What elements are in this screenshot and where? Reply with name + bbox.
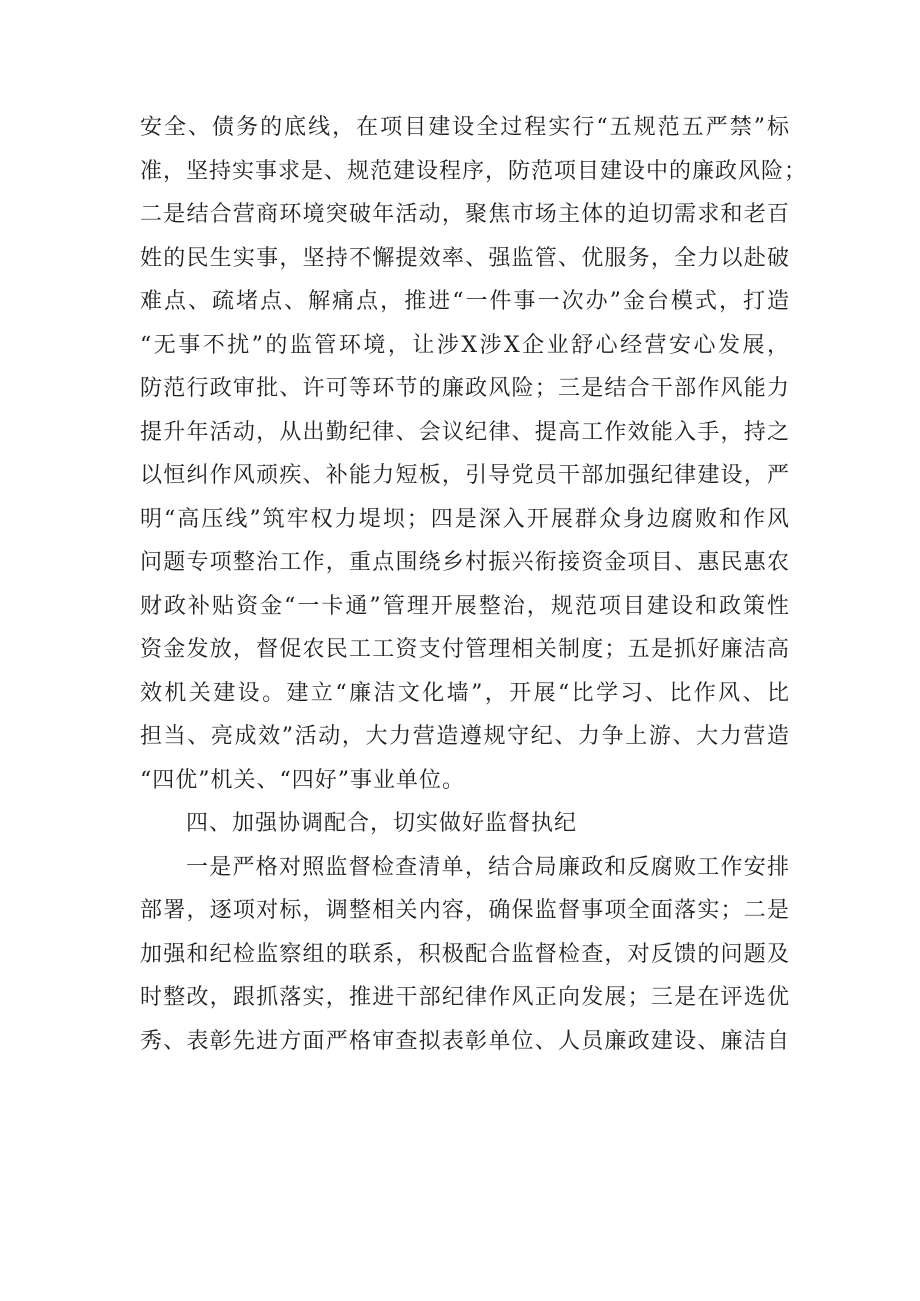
text-line: 提升年活动，从出勤纪律、会议纪律、提高工作效能入手，持之 [140,419,790,445]
text-line: 以恒纠作风顽疾、补能力短板，引导党员干部加强纪律建设，严 [140,463,790,488]
text-line: 资金发放，督促农民工工资支付管理相关制度；五是抓好廉洁高 [140,637,790,662]
text-line: 部署，逐项对标，调整相关内容，确保监督事项全面落实；二是 [140,898,790,923]
document-body [140,106,808,1063]
text-line: 姓的民生实事，坚持不懈提效率、强监管、优服务，全力以赴破 [140,245,790,271]
text-line: 问题专项整治工作，重点围绕乡村振兴衔接资金项目、惠民惠农 [140,550,790,575]
text-line: 效机关建设。建立“廉洁文化墙”，开展“比学习、比作风、比 [140,680,790,706]
text-line: 二是结合营商环境突破年活动，聚焦市场主体的迫切需求和老百 [140,202,790,227]
text-line: 秀、表彰先进方面严格审查拟表彰单位、人员廉政建设、廉洁自 [140,1028,790,1054]
text-line: 难点、疏堵点、解痛点，推进“一件事一次办”金台模式，打造 [140,289,790,314]
text-line: 财政补贴资金“一卡通”管理开展整治，规范项目建设和政策性 [140,593,790,619]
text-line: “无事不扰”的监管环境，让涉X涉X企业舒心经营安心发展， [140,332,790,358]
text-line: 担当、亮成效”活动，大力营造遵规守纪、力争上游、大力营造 [140,724,790,749]
text-line: 加强和纪检监察组的联系，积极配合监督检查，对反馈的问题及 [140,941,790,967]
paragraph-first-line: 一是严格对照监督检查清单，结合局廉政和反腐败工作安排 [186,854,790,880]
text-line: 防范行政审批、许可等环节的廉政风险；三是结合干部作风能力 [140,376,790,401]
text-line: 明“高压线”筑牢权力堤坝；四是深入开展群众身边腐败和作风 [140,506,790,532]
text-line: 安全、债务的底线，在项目建设全过程实行“五规范五严禁”标 [140,115,790,140]
paragraph-end-line: “四优”机关、“四好”事业单位。 [140,767,465,793]
text-line: 准，坚持实事求是、规范建设程序，防范项目建设中的廉政风险； [140,158,808,184]
section-heading: 四、加强协调配合，切实做好监督执纪 [186,811,578,836]
text-line: 时整改，跟抓落实，推进干部纪律作风正向发展；三是在评选优 [140,985,790,1010]
